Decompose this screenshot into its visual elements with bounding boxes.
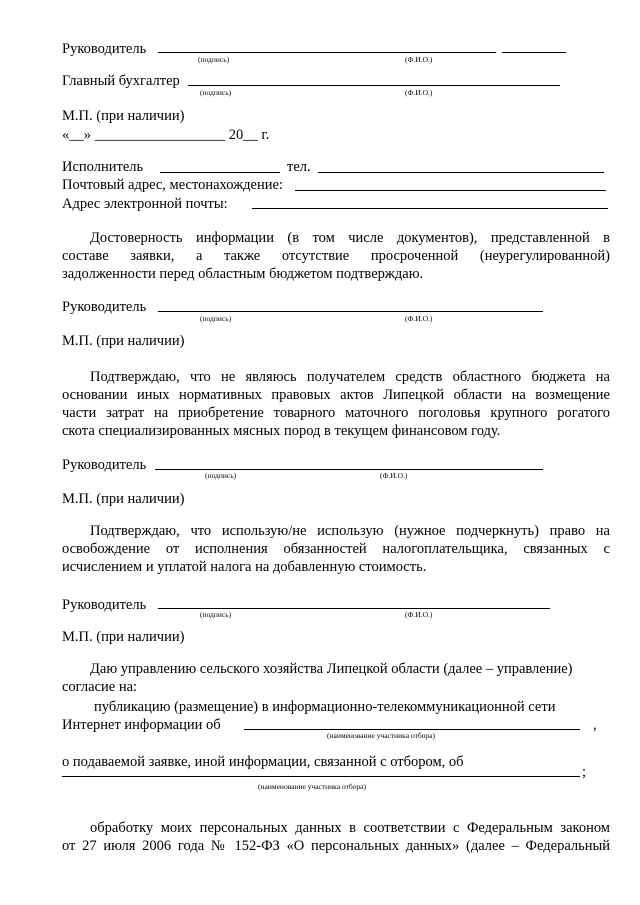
- participant-caption-2: (наименование участника отбора): [258, 782, 366, 791]
- vat-line-2: освобождение от исполнения обязанностей налогоплательщика, связанных с: [62, 541, 610, 557]
- date-line: «__» __________________ 20__ г.: [62, 127, 270, 143]
- participant-caption: (наименование участника отбора): [327, 731, 435, 740]
- stamp-note: М.П. (при наличии): [62, 333, 185, 349]
- vat-line-1: Подтверждаю, что использую/не использую (нужное подчеркнуть) право на: [90, 523, 610, 539]
- signature-line[interactable]: [158, 608, 550, 609]
- not-recipient-line-2: основании иных нормативных правовых актов Липецкой области на возмещение: [62, 387, 610, 403]
- chief-accountant-label: Главный бухгалтер: [62, 73, 180, 89]
- reliability-line-3: задолженности перед областным бюджетом подтверждаю.: [62, 266, 424, 282]
- not-recipient-line-4: скота специализированных мясных пород в текущем финансовом году.: [62, 423, 501, 439]
- participant-name-line[interactable]: [244, 729, 580, 730]
- postal-address-line[interactable]: [295, 190, 606, 191]
- executor-label: Исполнитель: [62, 159, 144, 175]
- signature-line[interactable]: [155, 469, 543, 470]
- extra-line[interactable]: [502, 52, 566, 53]
- fio-caption: (Ф.И.О.): [405, 55, 433, 64]
- email-label: Адрес электронной почты:: [62, 196, 228, 212]
- consent-line-5: о подаваемой заявке, иной информации, связанной с отбором, об: [62, 754, 464, 770]
- postal-address-label: Почтовый адрес, местонахождение:: [62, 177, 283, 193]
- signature-caption: (подпись): [200, 88, 232, 97]
- reliability-line-1: Достоверность информации (в том числе документов), представленной в: [90, 230, 610, 246]
- fio-caption: (Ф.И.О.): [405, 314, 433, 323]
- not-recipient-line-3: части затрат на приобретение товарного маточного поголовья крупного рогатого: [62, 405, 610, 421]
- head-label: Руководитель: [62, 597, 147, 613]
- personal-data-line-1: обработку моих персональных данных в соответствии с Федеральным законом: [90, 820, 610, 836]
- signature-caption: (подпись): [198, 55, 230, 64]
- stamp-note: М.П. (при наличии): [62, 108, 185, 124]
- signature-line[interactable]: [158, 52, 496, 53]
- executor-line[interactable]: [160, 172, 280, 173]
- signature-caption: (подпись): [200, 314, 232, 323]
- participant-name-line-2[interactable]: [62, 776, 580, 777]
- not-recipient-line-1: Подтверждаю, что не являюсь получателем средств областного бюджета на: [90, 369, 610, 385]
- phone-line[interactable]: [318, 172, 604, 173]
- signature-line[interactable]: [158, 311, 543, 312]
- stamp-note: М.П. (при наличии): [62, 629, 185, 645]
- consent-line-3: публикацию (размещение) в информационно-телекоммуникационной сети: [94, 699, 556, 715]
- consent-line-6-end: ;: [582, 764, 587, 780]
- fio-caption: (Ф.И.О.): [405, 610, 433, 619]
- signature-caption: (подпись): [205, 471, 237, 480]
- consent-line-4-end: ,: [593, 717, 597, 733]
- head-label: Руководитель: [62, 299, 147, 315]
- consent-line-4: Интернет информации об: [62, 717, 221, 733]
- personal-data-line-2: от 27 июля 2006 года № 152-ФЗ «О персональных данных» (далее – Федеральный: [62, 838, 610, 854]
- fio-caption: (Ф.И.О.): [405, 88, 433, 97]
- email-line[interactable]: [252, 208, 608, 209]
- head-label: Руководитель: [62, 457, 147, 473]
- signature-caption: (подпись): [200, 610, 232, 619]
- chief-accountant-line[interactable]: [188, 85, 560, 86]
- vat-line-3: исчислением и уплатой налога на добавленную стоимость.: [62, 559, 427, 575]
- fio-caption: (Ф.И.О.): [380, 471, 408, 480]
- head-label: Руководитель: [62, 41, 147, 57]
- consent-line-2: согласие на:: [62, 679, 138, 695]
- stamp-note: М.П. (при наличии): [62, 491, 185, 507]
- consent-line-1: Даю управлению сельского хозяйства Липецкой области (далее – управление): [90, 661, 573, 677]
- phone-label: тел.: [287, 159, 311, 175]
- reliability-line-2: составе заявки, а также отсутствие просроченной (неурегулированной): [62, 248, 610, 264]
